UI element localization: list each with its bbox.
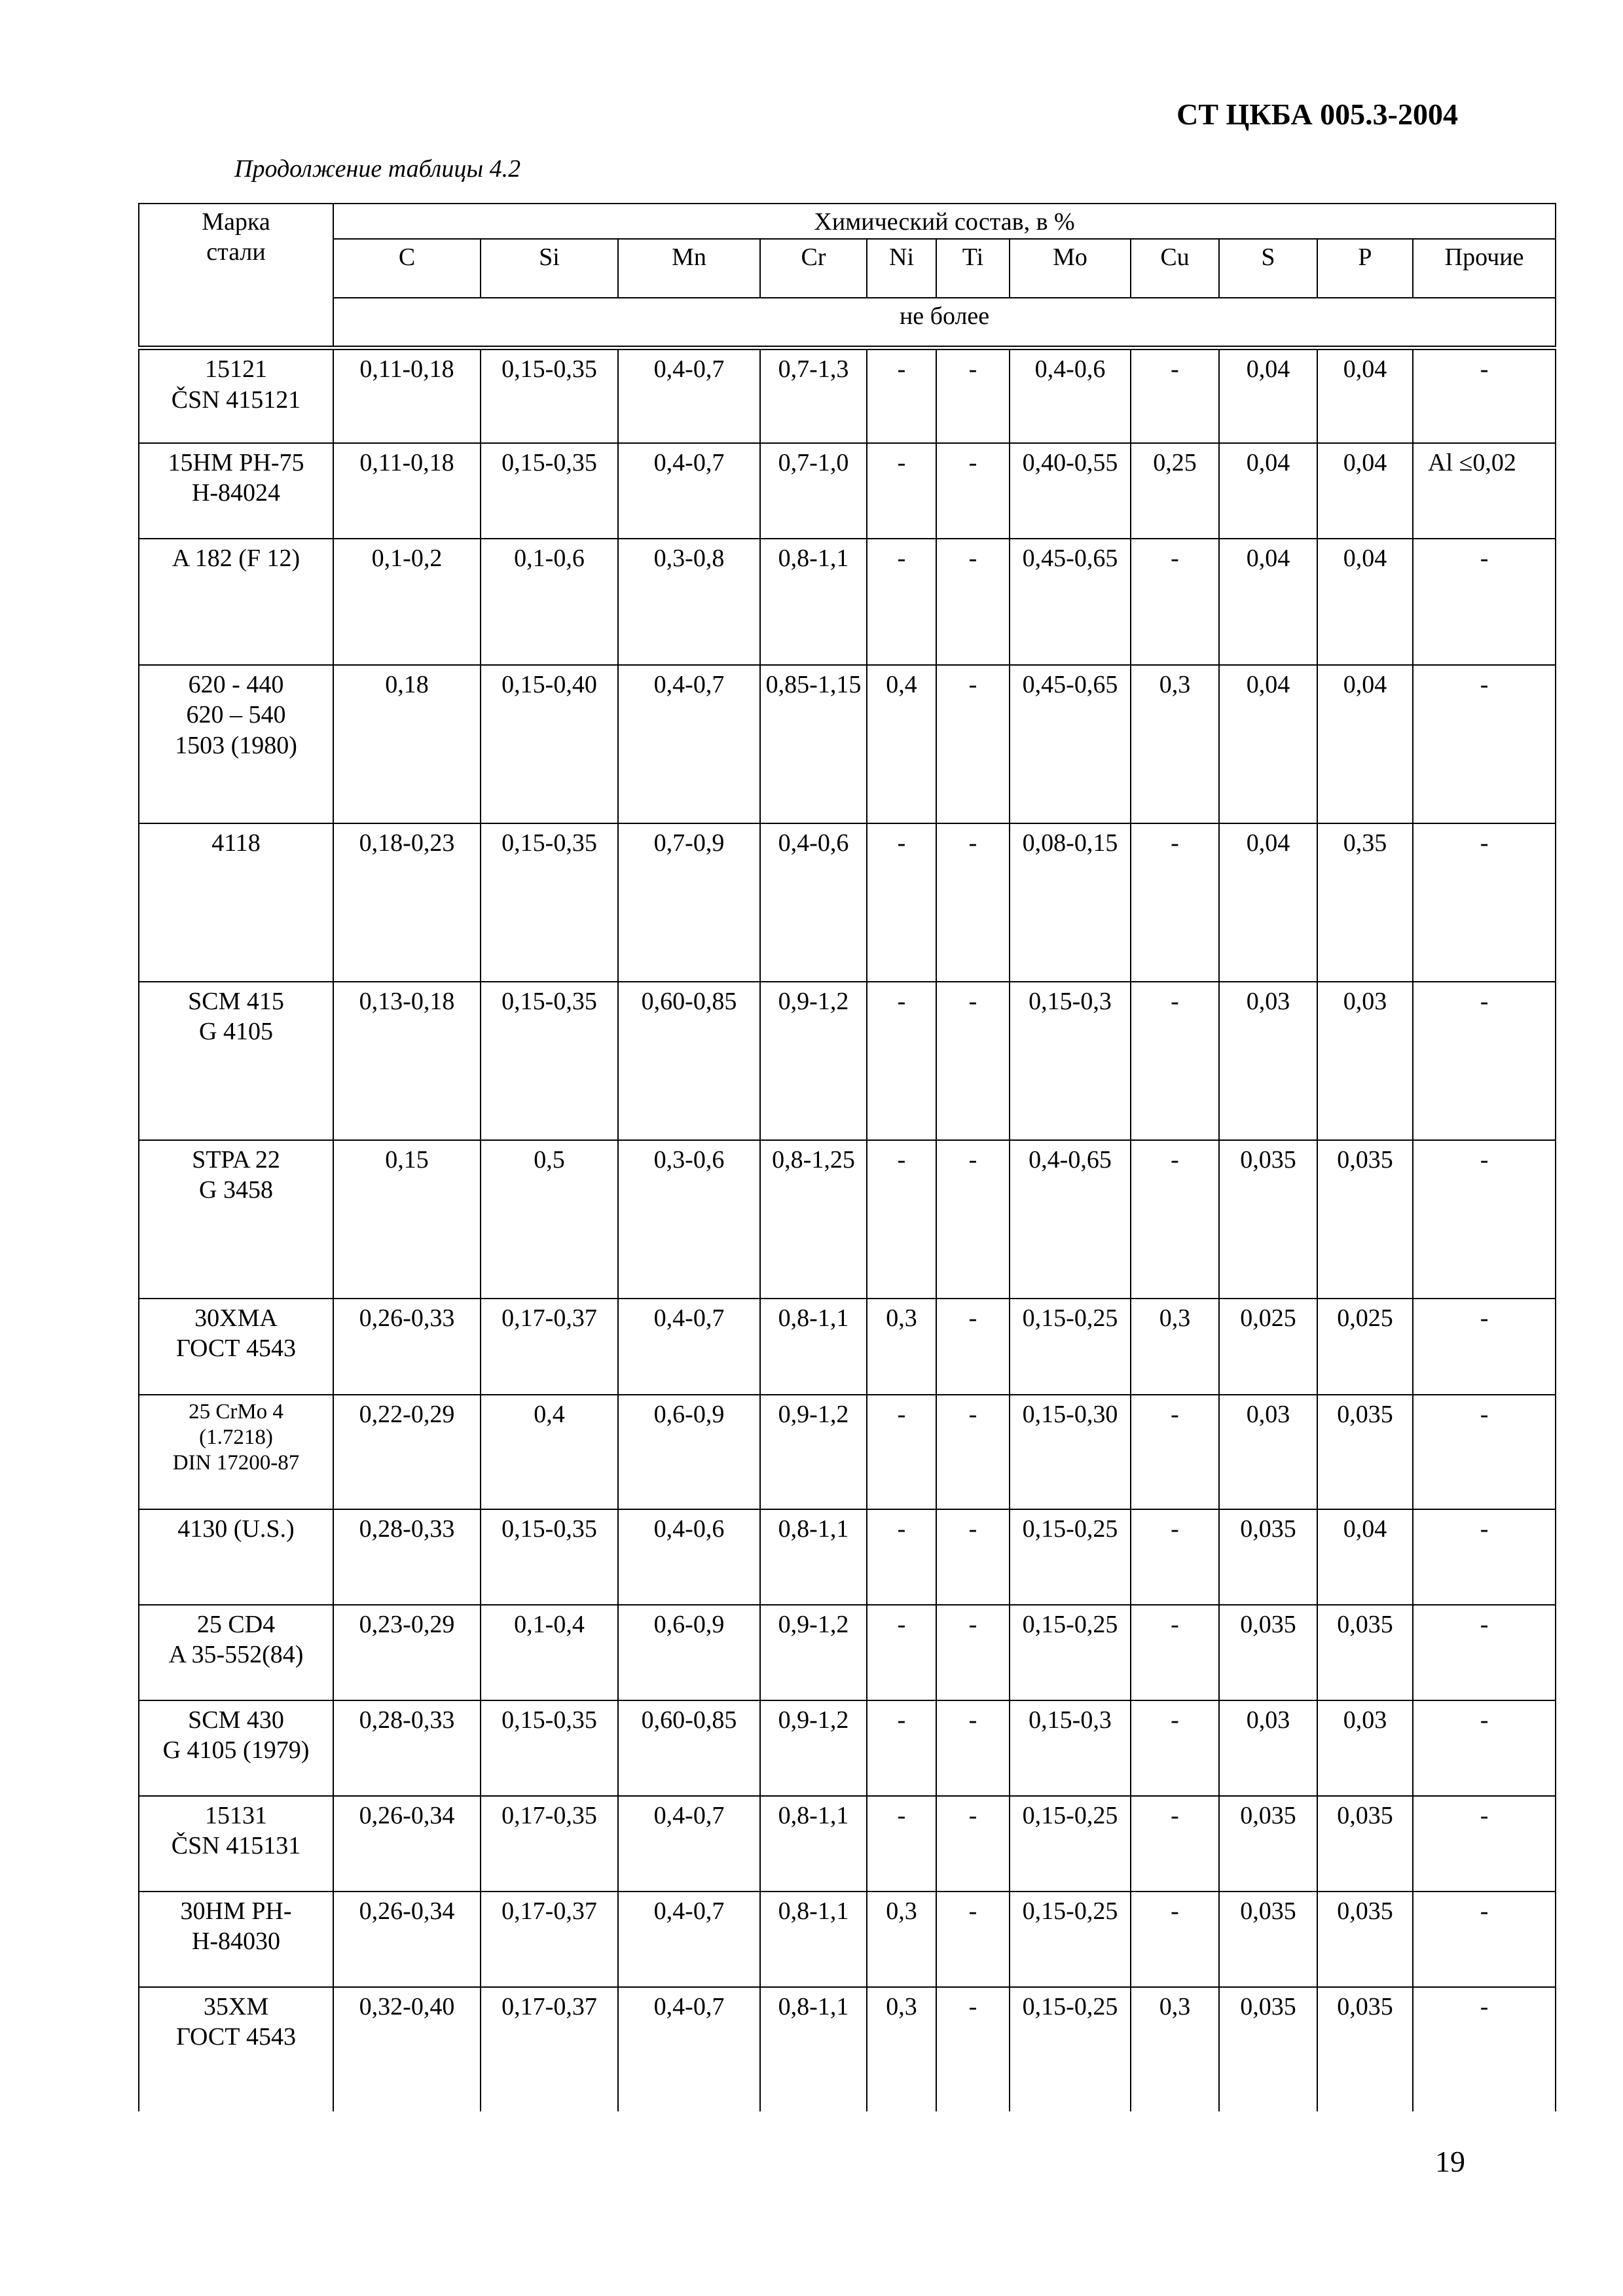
composition-value-cell: -: [936, 1700, 1010, 1796]
composition-value-cell: 0,3-0,8: [618, 539, 760, 665]
steel-grade-cell: [139, 1395, 333, 1509]
composition-value-cell: -: [936, 539, 1010, 665]
column-header: Ni: [867, 239, 936, 298]
composition-value-cell: 0,15-0,40: [481, 665, 618, 823]
composition-value-cell: 0,1-0,2: [333, 539, 481, 665]
table-row: [139, 1140, 1556, 1299]
composition-value-cell: 0,28-0,33: [333, 1700, 481, 1796]
composition-value-cell: -: [1413, 1892, 1556, 1987]
composition-value-cell: 0,04: [1219, 823, 1317, 982]
composition-value-cell: 0,035: [1317, 1395, 1413, 1509]
column-header: Mn: [618, 239, 760, 298]
table-row: [139, 1796, 1556, 1892]
table-caption: Продолжение таблицы 4.2: [234, 155, 521, 183]
composition-value-cell: -: [1413, 348, 1556, 443]
steel-grade-cell: [139, 539, 333, 665]
composition-value-cell: 0,25: [1131, 443, 1219, 539]
column-header: Прочие: [1413, 239, 1556, 298]
steel-grade-line: 4118: [211, 829, 261, 857]
composition-value-cell: -: [936, 1605, 1010, 1700]
column-header: Ti: [936, 239, 1010, 298]
composition-value-cell: 0,15-0,3: [1010, 982, 1131, 1140]
composition-value-cell: 0,15-0,3: [1010, 1700, 1131, 1796]
composition-value-cell: 0,4-0,7: [618, 1299, 760, 1395]
composition-value-cell: 0,04: [1219, 665, 1317, 823]
composition-value-cell: 0,025: [1219, 1299, 1317, 1395]
composition-value-cell: 0,17-0,35: [481, 1796, 618, 1892]
composition-value-cell: -: [867, 1796, 936, 1892]
composition-value-cell: -: [1131, 1796, 1219, 1892]
grade-header-line: стали: [206, 238, 266, 266]
composition-value-cell: 0,03: [1317, 1700, 1413, 1796]
steel-grade-cell: [139, 1987, 333, 2111]
table-row: [139, 1299, 1556, 1395]
composition-value-cell: 0,4-0,7: [618, 665, 760, 823]
steel-grade-line: 30ХМА: [194, 1304, 278, 1332]
composition-value-cell: -: [867, 823, 936, 982]
composition-value-cell: 0,4-0,7: [618, 1892, 760, 1987]
composition-value-cell: -: [867, 1605, 936, 1700]
composition-value-cell: -: [1413, 665, 1556, 823]
composition-value-cell: 0,18-0,23: [333, 823, 481, 982]
steel-grade-line: H-84024: [191, 479, 281, 507]
composition-value-cell: 0,035: [1317, 1605, 1413, 1700]
composition-value-cell: -: [1131, 823, 1219, 982]
composition-value-cell: 0,32-0,40: [333, 1987, 481, 2111]
composition-value-cell: -: [1413, 1509, 1556, 1605]
composition-value-cell: 0,35: [1317, 823, 1413, 982]
steel-grade-line: SCM 415: [188, 987, 284, 1015]
steel-grade-line: SCM 430: [188, 1706, 284, 1734]
composition-value-cell: 0,6-0,9: [618, 1605, 760, 1700]
composition-value-cell: -: [1413, 1796, 1556, 1892]
document-code: СТ ЦКБА 005.3-2004: [1176, 98, 1458, 131]
steel-grade-line: G 4105: [199, 1018, 273, 1046]
composition-value-cell: -: [867, 1395, 936, 1509]
table-row: [139, 1892, 1556, 1987]
composition-value-cell: 0,15-0,25: [1010, 1892, 1131, 1987]
steel-grade-cell: [139, 1892, 333, 1987]
composition-value-cell: 0,8-1,1: [760, 1796, 867, 1892]
composition-value-cell: 0,40-0,55: [1010, 443, 1131, 539]
steel-grade-line: (1.7218): [199, 1425, 273, 1449]
composition-value-cell: 0,3: [1131, 665, 1219, 823]
composition-value-cell: 0,15-0,35: [481, 1700, 618, 1796]
page-number: 19: [1435, 2145, 1465, 2178]
steel-grade-line: ČSN 415121: [171, 386, 301, 414]
composition-value-cell: 0,1-0,6: [481, 539, 618, 665]
composition-value-cell: 0,6-0,9: [618, 1395, 760, 1509]
composition-value-cell: 0,28-0,33: [333, 1509, 481, 1605]
composition-value-cell: 0,8-1,1: [760, 1299, 867, 1395]
grade-header: [139, 204, 333, 348]
composition-value-cell: 0,8-1,1: [760, 1892, 867, 1987]
steel-grade-line: 620 – 540: [186, 701, 286, 729]
composition-value-cell: 0,7-0,9: [618, 823, 760, 982]
composition-value-cell: 0,23-0,29: [333, 1605, 481, 1700]
composition-value-cell: 0,85-1,15: [760, 665, 867, 823]
composition-value-cell: 0,15-0,25: [1010, 1509, 1131, 1605]
composition-value-cell: 0,03: [1219, 982, 1317, 1140]
steel-grade-line: 620 - 440: [188, 670, 284, 698]
table-header: [139, 204, 1556, 348]
composition-value-cell: -: [936, 982, 1010, 1140]
composition-value-cell: -: [936, 443, 1010, 539]
composition-value-cell: -: [1131, 1605, 1219, 1700]
composition-value-cell: 0,60-0,85: [618, 1700, 760, 1796]
composition-value-cell: 0,04: [1317, 539, 1413, 665]
composition-value-cell: -: [1413, 1700, 1556, 1796]
composition-value-cell: 0,04: [1219, 348, 1317, 443]
column-header: Mo: [1010, 239, 1131, 298]
steel-grade-line: ГОСТ 4543: [176, 2023, 296, 2051]
table-body: [139, 348, 1556, 2111]
steel-grade-line: 35ХМ: [203, 1992, 269, 2020]
composition-value-cell: 0,035: [1317, 1796, 1413, 1892]
steel-grade-line: 15НМ PH-75: [168, 448, 304, 476]
composition-group-header: Химический состав, в %: [333, 204, 1556, 239]
composition-value-cell: 0,15-0,25: [1010, 1605, 1131, 1700]
steel-grade-line: G 4105 (1979): [162, 1736, 310, 1765]
composition-value-cell: 0,17-0,37: [481, 1299, 618, 1395]
composition-value-cell: 0,15-0,25: [1010, 1796, 1131, 1892]
composition-value-cell: -: [1131, 348, 1219, 443]
composition-value-cell: 0,15-0,35: [481, 348, 618, 443]
composition-value-cell: 0,3-0,6: [618, 1140, 760, 1299]
composition-value-cell: 0,4-0,6: [1010, 348, 1131, 443]
table-row: [139, 443, 1556, 539]
steel-grade-line: A 35-552(84): [168, 1641, 304, 1669]
composition-value-cell: 0,4-0,7: [618, 1796, 760, 1892]
composition-value-cell: 0,025: [1317, 1299, 1413, 1395]
steel-grade-line: ČSN 415131: [171, 1832, 301, 1860]
table-row: [139, 982, 1556, 1140]
steel-grade-line: 1503 (1980): [175, 731, 297, 759]
composition-value-cell: -: [1413, 1987, 1556, 2111]
composition-value-cell: 0,26-0,34: [333, 1796, 481, 1892]
steel-grade-line: A 182 (F 12): [172, 544, 301, 572]
steel-grade-cell: [139, 1796, 333, 1892]
composition-value-cell: 0,03: [1219, 1395, 1317, 1509]
composition-value-cell: 0,9-1,2: [760, 1395, 867, 1509]
composition-value-cell: -: [936, 1987, 1010, 2111]
composition-value-cell: 0,03: [1219, 1700, 1317, 1796]
composition-value-cell: 0,035: [1219, 1509, 1317, 1605]
steel-grade-line: 25 CrMo 4: [189, 1399, 283, 1424]
composition-value-cell: 0,4-0,7: [618, 348, 760, 443]
chemical-composition-table: [138, 203, 1556, 2111]
steel-grade-line: STPA 22: [192, 1145, 280, 1174]
composition-value-cell: 0,13-0,18: [333, 982, 481, 1140]
column-header: C: [333, 239, 481, 298]
composition-value-cell: -: [936, 1395, 1010, 1509]
composition-value-cell: 0,8-1,1: [760, 539, 867, 665]
composition-value-cell: 0,4-0,65: [1010, 1140, 1131, 1299]
composition-value-cell: -: [936, 1509, 1010, 1605]
steel-grade-line: H-84030: [191, 1928, 281, 1956]
table-row: [139, 1605, 1556, 1700]
composition-value-cell: 0,11-0,18: [333, 443, 481, 539]
composition-value-cell: 0,4-0,7: [618, 1987, 760, 2111]
composition-value-cell: 0,15-0,35: [481, 443, 618, 539]
composition-value-cell: -: [936, 1892, 1010, 1987]
composition-value-cell: 0,26-0,34: [333, 1892, 481, 1987]
composition-value-cell: -: [1131, 982, 1219, 1140]
composition-value-cell: 0,3: [867, 1892, 936, 1987]
composition-value-cell: 0,17-0,37: [481, 1892, 618, 1987]
composition-value-cell: -: [1413, 1395, 1556, 1509]
column-header: Cu: [1131, 239, 1219, 298]
composition-value-cell: -: [1131, 1509, 1219, 1605]
composition-value-cell: -: [1131, 1892, 1219, 1987]
composition-value-cell: -: [1413, 823, 1556, 982]
composition-value-cell: 0,8-1,25: [760, 1140, 867, 1299]
composition-value-cell: 0,26-0,33: [333, 1299, 481, 1395]
composition-value-cell: 0,08-0,15: [1010, 823, 1131, 982]
composition-value-cell: 0,035: [1219, 1140, 1317, 1299]
composition-value-cell: -: [936, 665, 1010, 823]
steel-grade-cell: [139, 1509, 333, 1605]
column-header: Si: [481, 239, 618, 298]
grade-header-line: Марка: [202, 208, 270, 236]
composition-value-cell: 0,45-0,65: [1010, 539, 1131, 665]
composition-value-cell: -: [867, 1509, 936, 1605]
steel-grade-cell: [139, 982, 333, 1140]
composition-value-cell: 0,4-0,6: [618, 1509, 760, 1605]
composition-value-cell: 0,18: [333, 665, 481, 823]
column-header: P: [1317, 239, 1413, 298]
steel-grade-cell: [139, 665, 333, 823]
steel-grade-line: G 3458: [199, 1176, 273, 1204]
composition-value-cell: 0,15-0,35: [481, 1509, 618, 1605]
composition-value-cell: -: [1413, 539, 1556, 665]
composition-value-cell: 0,7-1,0: [760, 443, 867, 539]
composition-value-cell: Al ≤0,02: [1413, 443, 1556, 539]
table-row: [139, 348, 1556, 443]
composition-value-cell: 0,15-0,25: [1010, 1987, 1131, 2111]
steel-grade-line: 15131: [205, 1801, 267, 1829]
composition-value-cell: -: [936, 348, 1010, 443]
steel-grade-cell: [139, 1140, 333, 1299]
composition-value-cell: 0,04: [1317, 665, 1413, 823]
composition-value-cell: 0,8-1,1: [760, 1509, 867, 1605]
limit-note: не более: [333, 298, 1556, 348]
steel-grade-line: 15121: [205, 355, 267, 384]
composition-value-cell: -: [1131, 1395, 1219, 1509]
table-row: [139, 539, 1556, 665]
composition-value-cell: 0,035: [1219, 1605, 1317, 1700]
steel-grade-cell: [139, 443, 333, 539]
composition-value-cell: 0,3: [1131, 1987, 1219, 2111]
composition-value-cell: -: [936, 1796, 1010, 1892]
composition-value-cell: 0,11-0,18: [333, 348, 481, 443]
composition-value-cell: -: [867, 348, 936, 443]
composition-value-cell: 0,3: [1131, 1299, 1219, 1395]
composition-value-cell: 0,17-0,37: [481, 1987, 618, 2111]
composition-value-cell: 0,4-0,6: [760, 823, 867, 982]
composition-value-cell: 0,8-1,1: [760, 1987, 867, 2111]
composition-value-cell: -: [1413, 1605, 1556, 1700]
composition-value-cell: -: [936, 1299, 1010, 1395]
table-row: [139, 1700, 1556, 1796]
composition-value-cell: 0,1-0,4: [481, 1605, 618, 1700]
composition-value-cell: 0,03: [1317, 982, 1413, 1140]
composition-value-cell: 0,45-0,65: [1010, 665, 1131, 823]
composition-value-cell: -: [1131, 1140, 1219, 1299]
steel-grade-line: ГОСТ 4543: [176, 1335, 296, 1363]
column-header: Cr: [760, 239, 867, 298]
composition-value-cell: 0,04: [1219, 443, 1317, 539]
composition-value-cell: -: [1413, 1299, 1556, 1395]
composition-value-cell: 0,035: [1317, 1987, 1413, 2111]
steel-grade-cell: [139, 1299, 333, 1395]
composition-value-cell: 0,9-1,2: [760, 1605, 867, 1700]
composition-value-cell: 0,3: [867, 1987, 936, 2111]
steel-grade-line: DIN 17200-87: [172, 1450, 300, 1475]
steel-grade-cell: [139, 1700, 333, 1796]
composition-value-cell: 0,15-0,35: [481, 823, 618, 982]
composition-value-cell: -: [936, 823, 1010, 982]
composition-value-cell: -: [1413, 982, 1556, 1140]
composition-value-cell: 0,22-0,29: [333, 1395, 481, 1509]
steel-grade-cell: [139, 823, 333, 982]
steel-grade-line: 25 CD4: [196, 1610, 276, 1638]
composition-value-cell: 0,4: [867, 665, 936, 823]
composition-value-cell: 0,7-1,3: [760, 348, 867, 443]
composition-value-cell: 0,15-0,25: [1010, 1299, 1131, 1395]
table-row: [139, 1395, 1556, 1509]
composition-value-cell: 0,035: [1317, 1140, 1413, 1299]
composition-value-cell: 0,035: [1219, 1796, 1317, 1892]
composition-value-cell: 0,15-0,30: [1010, 1395, 1131, 1509]
composition-value-cell: -: [1131, 1700, 1219, 1796]
composition-value-cell: -: [1131, 539, 1219, 665]
composition-value-cell: -: [867, 539, 936, 665]
composition-value-cell: -: [1413, 1140, 1556, 1299]
composition-value-cell: -: [936, 1140, 1010, 1299]
composition-value-cell: 0,04: [1317, 443, 1413, 539]
composition-value-cell: 0,035: [1219, 1987, 1317, 2111]
table-row: [139, 823, 1556, 982]
composition-value-cell: 0,9-1,2: [760, 1700, 867, 1796]
composition-value-cell: -: [867, 1700, 936, 1796]
composition-value-cell: -: [867, 982, 936, 1140]
composition-value-cell: 0,04: [1219, 539, 1317, 665]
composition-value-cell: 0,15-0,35: [481, 982, 618, 1140]
composition-value-cell: 0,60-0,85: [618, 982, 760, 1140]
composition-value-cell: -: [867, 1140, 936, 1299]
composition-value-cell: 0,04: [1317, 348, 1413, 443]
table-row: [139, 1987, 1556, 2111]
steel-grade-cell: [139, 348, 333, 443]
composition-value-cell: 0,5: [481, 1140, 618, 1299]
steel-grade-line: 4130 (U.S.): [177, 1515, 295, 1543]
composition-value-cell: -: [867, 443, 936, 539]
composition-value-cell: 0,04: [1317, 1509, 1413, 1605]
composition-value-cell: 0,4: [481, 1395, 618, 1509]
table-row: [139, 665, 1556, 823]
composition-value-cell: 0,035: [1317, 1892, 1413, 1987]
steel-grade-cell: [139, 1605, 333, 1700]
composition-value-cell: 0,15: [333, 1140, 481, 1299]
steel-grade-line: 30НМ PH-: [180, 1897, 292, 1925]
composition-value-cell: 0,9-1,2: [760, 982, 867, 1140]
composition-value-cell: 0,3: [867, 1299, 936, 1395]
table-row: [139, 1509, 1556, 1605]
composition-value-cell: 0,4-0,7: [618, 443, 760, 539]
column-header: S: [1219, 239, 1317, 298]
composition-value-cell: 0,035: [1219, 1892, 1317, 1987]
